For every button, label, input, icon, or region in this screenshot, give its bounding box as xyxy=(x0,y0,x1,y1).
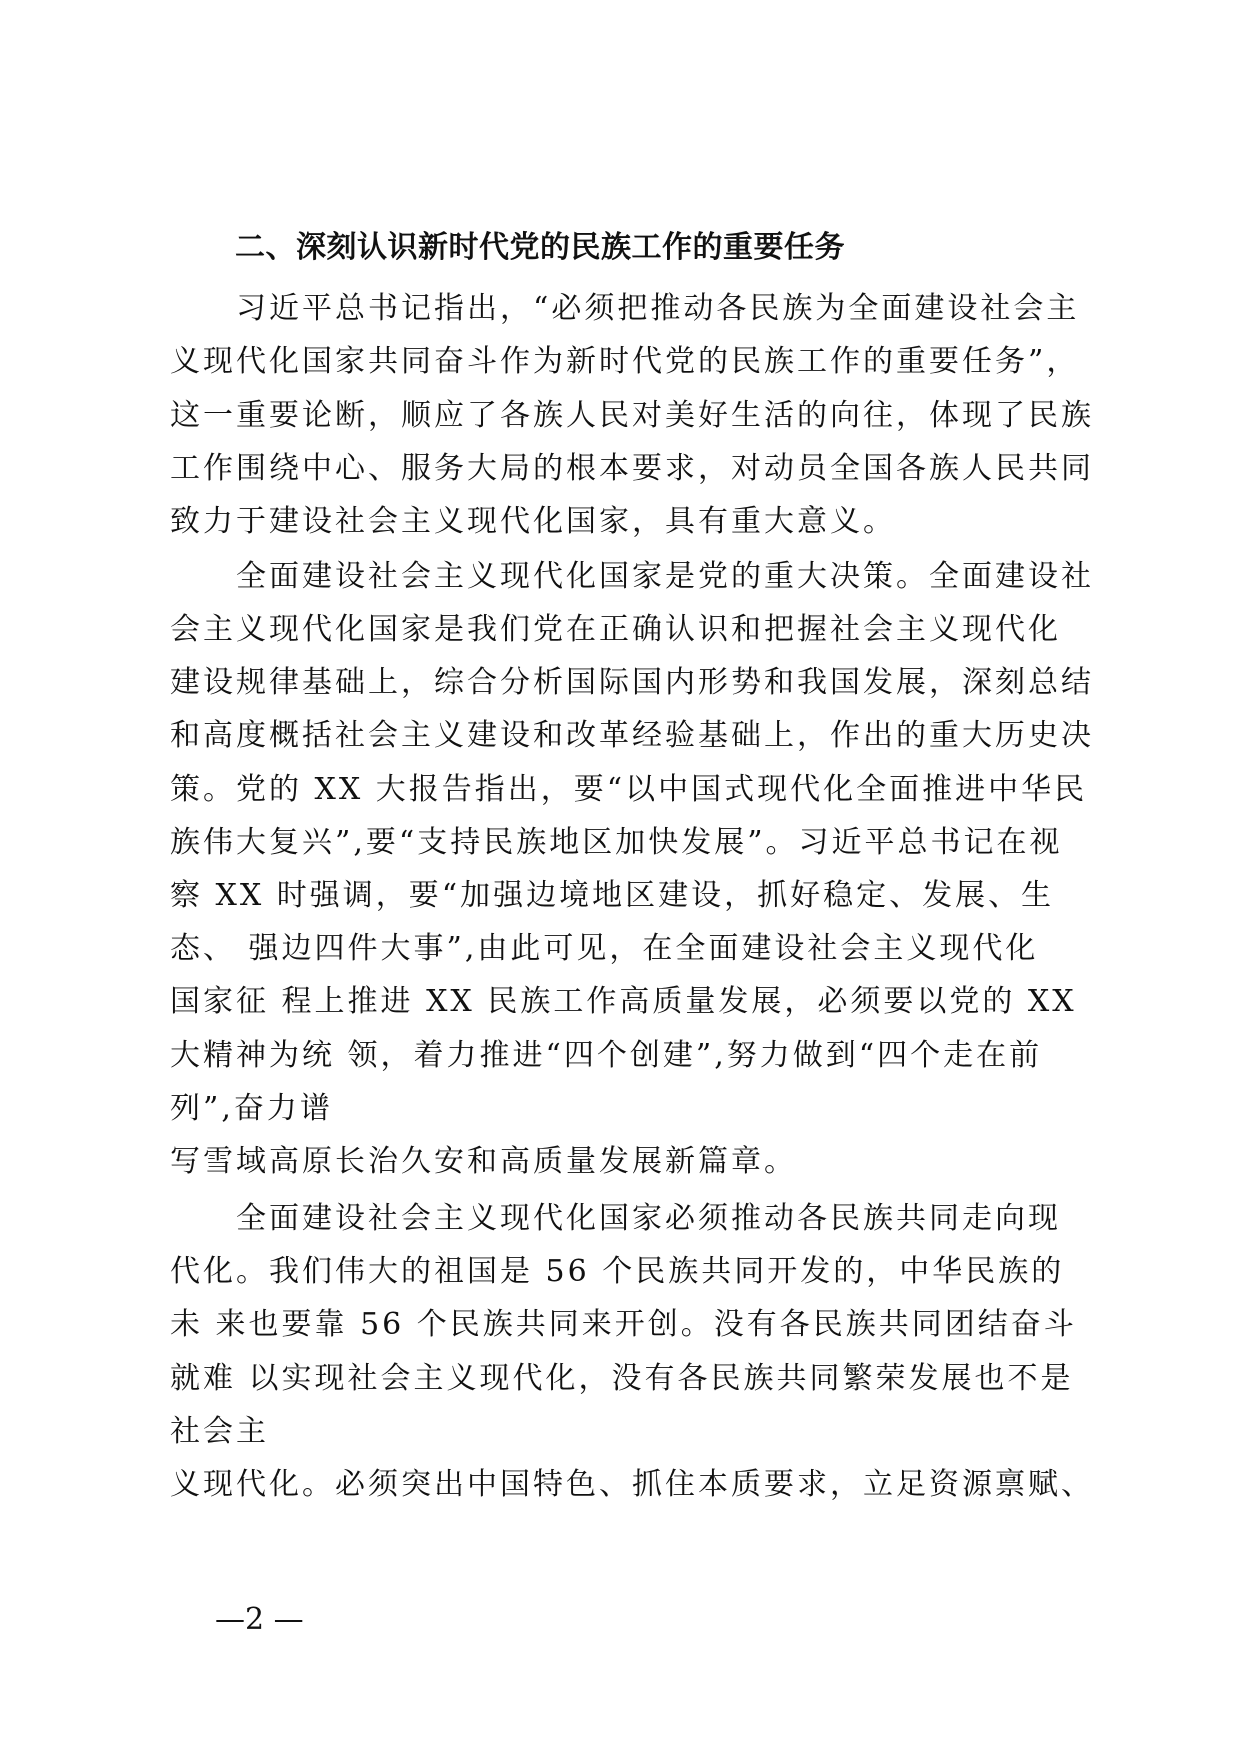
paragraph-line: 和高度概括社会主义建设和改革经验基础上，作出的重大历史决 xyxy=(170,718,1094,753)
paragraph-line: 建设规律基础上，综合分析国际国内形势和我国发展，深刻总结 xyxy=(170,665,1094,700)
paragraph-line: 会主义现代化国家是我们党在正确认识和把握社会主义现代化 xyxy=(170,612,1061,647)
paragraph-line: 策。党的 XX 大报告指出，要“以中国式现代化全面推进中华民 xyxy=(170,772,1088,807)
paragraph-line: 大精神为统 领，着力推进“四个创建”,努力做到“四个走在前 xyxy=(170,1038,1043,1073)
section-heading: 二、深刻认识新时代党的民族工作的重要任务 xyxy=(235,230,845,265)
paragraph-line: 这一重要论断，顺应了各族人民对美好生活的向往，体现了民族 xyxy=(170,398,1094,433)
paragraph-line: 察 XX 时强调，要“加强边境地区建设，抓好稳定、发展、生 xyxy=(170,878,1055,913)
paragraph-line: 致力于建设社会主义现代化国家，具有重大意义。 xyxy=(170,504,896,539)
paragraph-line: 社会主 xyxy=(170,1414,269,1449)
paragraph-line: 全面建设社会主义现代化国家是党的重大决策。全面建设社 xyxy=(236,559,1094,594)
paragraph-line: 习近平总书记指出，“必须把推动各民族为全面建设社会主 xyxy=(236,291,1080,326)
paragraph-line: 代化。我们伟大的祖国是 56 个民族共同开发的，中华民族的 xyxy=(170,1254,1065,1289)
paragraph-line: 国家征 程上推进 XX 民族工作高质量发展，必须要以党的 XX xyxy=(170,984,1077,1019)
paragraph-line: 就难 以实现社会主义现代化，没有各民族共同繁荣发展也不是 xyxy=(170,1361,1074,1396)
paragraph-line: 族伟大复兴”,要“支持民族地区加快发展”。习近平总书记在视 xyxy=(170,825,1063,860)
paragraph-line: 义现代化。必须突出中国特色、抓住本质要求，立足资源禀赋、 xyxy=(170,1467,1094,1502)
paragraph-line: 写雪域高原长治久安和高质量发展新篇章。 xyxy=(170,1144,797,1179)
page-number: —2 — xyxy=(215,1602,304,1637)
paragraph-line: 态、 强边四件大事”,由此可见，在全面建设社会主义现代化 xyxy=(170,931,1039,966)
paragraph-line: 工作围绕中心、服务大局的根本要求，对动员全国各族人民共同 xyxy=(170,451,1094,486)
paragraph-line: 列”,奋力谱 xyxy=(170,1091,333,1126)
paragraph-line: 义现代化国家共同奋斗作为新时代党的民族工作的重要任务”， xyxy=(170,344,1080,379)
paragraph-line: 全面建设社会主义现代化国家必须推动各民族共同走向现 xyxy=(236,1201,1061,1236)
paragraph-line: 未 来也要靠 56 个民族共同来开创。没有各民族共同团结奋斗 xyxy=(170,1307,1077,1342)
